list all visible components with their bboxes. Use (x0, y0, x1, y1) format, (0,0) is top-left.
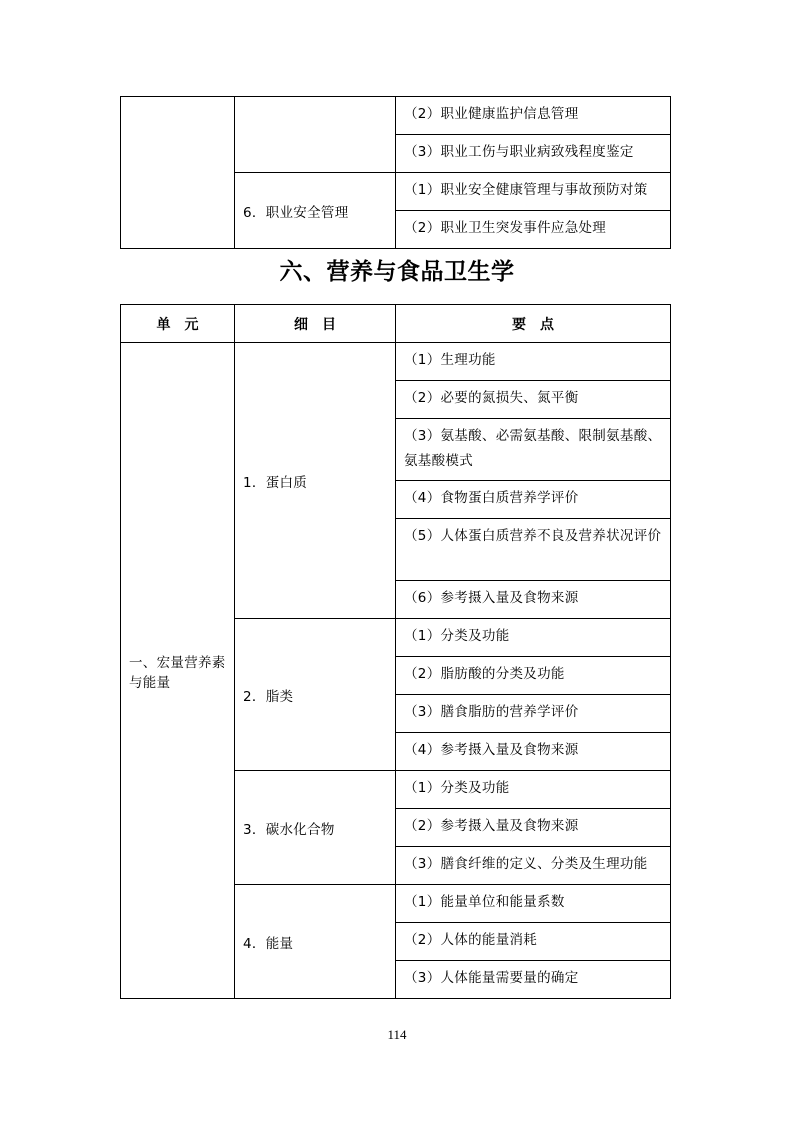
point-cell: （3）氨基酸、必需氨基酸、限制氨基酸、氨基酸模式 (396, 419, 671, 481)
item-cell: 3．碳水化合物 (235, 771, 396, 885)
table-row (121, 97, 671, 135)
point-cell: （1）生理功能 (396, 343, 671, 381)
item-cell: 2．脂类 (235, 619, 396, 771)
item-cell: 4．能量 (235, 885, 396, 999)
point-cell: （3）人体能量需要量的确定 (396, 961, 671, 999)
unit-cell (121, 97, 235, 249)
point-cell: （2）脂肪酸的分类及功能 (396, 657, 671, 695)
point-cell: （1）分类及功能 (396, 619, 671, 657)
continued-table (120, 96, 671, 249)
point-cell: （2）必要的氮损失、氮平衡 (396, 381, 671, 419)
point-cell: （6）参考摄入量及食物来源 (396, 581, 671, 619)
point-cell: （5）人体蛋白质营养不良及营养状况评价 (396, 519, 671, 581)
point-cell: （2）职业健康监护信息管理 (396, 97, 671, 135)
item-cell: 1．蛋白质 (235, 343, 396, 619)
page-number: 114 (387, 1027, 407, 1042)
point-cell: （1）分类及功能 (396, 771, 671, 809)
item-cell: 6．职业安全管理 (235, 173, 396, 249)
point-cell: （3）膳食纤维的定义、分类及生理功能 (396, 847, 671, 885)
syllabus-table (120, 304, 671, 999)
point-cell: （4）食物蛋白质营养学评价 (396, 481, 671, 519)
point-cell: （2）职业卫生突发事件应急处理 (396, 211, 671, 249)
point-cell: （1）能量单位和能量系数 (396, 885, 671, 923)
header-item: 细 目 (235, 305, 396, 343)
header-unit: 单 元 (121, 305, 235, 343)
header-point: 要 点 (396, 305, 671, 343)
point-cell: （3）职业工伤与职业病致残程度鉴定 (396, 135, 671, 173)
point-cell: （4）参考摄入量及食物来源 (396, 733, 671, 771)
point-cell: （1）职业安全健康管理与事故预防对策 (396, 173, 671, 211)
unit-cell: 一、宏量营养素与能量 (121, 343, 235, 999)
point-cell: （3）膳食脂肪的营养学评价 (396, 695, 671, 733)
point-cell: （2）人体的能量消耗 (396, 923, 671, 961)
table-header-row (121, 305, 671, 343)
table-row (121, 343, 671, 381)
item-cell (235, 97, 396, 173)
section-title: 六、营养与食品卫生学 (279, 258, 515, 285)
point-cell: （2）参考摄入量及食物来源 (396, 809, 671, 847)
